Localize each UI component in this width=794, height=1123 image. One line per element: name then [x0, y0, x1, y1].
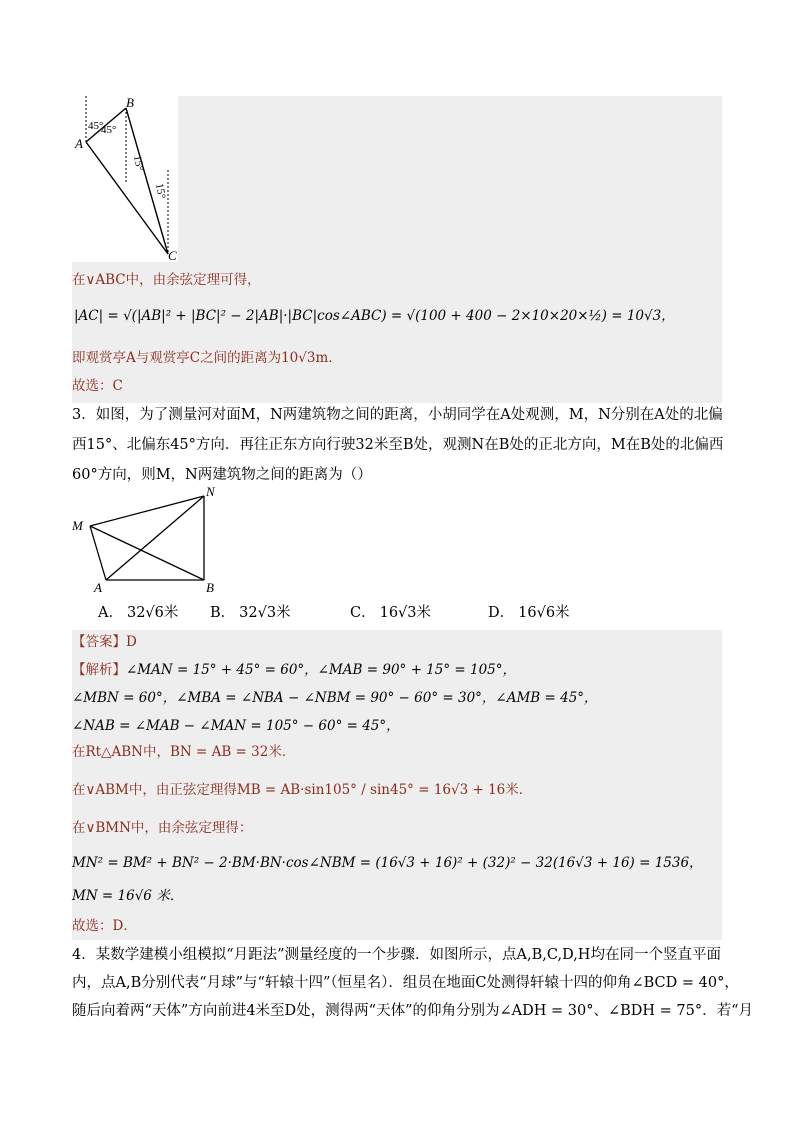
answer-value: D — [126, 634, 137, 650]
mnab-figure — [70, 484, 230, 600]
option-b[interactable]: B． 32√3米 — [210, 605, 291, 621]
label-n: N — [206, 484, 215, 499]
angle-45-a: 45° — [88, 120, 104, 132]
q3-stem-line2: 西15°、北偏东45°方向．再往正东方向行驶32米至B处，观测N在B处的正北方向，M在B处的北偏西 — [72, 437, 724, 453]
q4-stem-line2: 内，点A,B分别代表“月球”与“轩辕十四”（恒星名）．组员在地面C处测得轩辕十四的仰角∠BCD = 40°， — [72, 975, 739, 991]
q4-stem-line1: 4．某数学建模小组模拟“月距法”测量经度的一个步骤．如图所示，点A,B,C,D,H均在同一个竖直平面 — [72, 947, 721, 963]
analysis-line9: 故选：D． — [72, 918, 137, 934]
analysis-line3: ∠NAB = ∠MAB − ∠MAN = 105° − 60° = 45°， — [72, 718, 400, 734]
label-b: B — [126, 96, 134, 110]
label-a2: A — [94, 580, 102, 595]
label-a: A — [75, 136, 83, 151]
angle-15-b: 15° — [131, 154, 146, 172]
answer-tag: 【答案】 — [72, 634, 126, 650]
prev-solution-line3: 即观赏亭A与观赏亭C之间的距离为10√3m． — [72, 350, 342, 366]
answer-line — [72, 632, 137, 652]
label-b2: B — [206, 580, 214, 595]
label-c: C — [168, 248, 177, 263]
analysis-line5: 在∨ABM中，由正弦定理得MB = AB·sin105° / sin45° = 16√3 + 16米． — [72, 782, 533, 798]
analysis-line7: MN² = BM² + BN² − 2·BM·BN·cos∠NBM = (16√3 + 16)² + (32)² − 32(16√3 + 16) = 1536， — [72, 855, 703, 871]
triangle-abc-figure — [72, 96, 182, 264]
option-d[interactable]: D． 16√6米 — [488, 605, 570, 621]
angle-15-c: 15° — [153, 182, 168, 200]
q3-stem-line3: 60°方向，则M，N两建筑物之间的距离为（） — [72, 467, 372, 483]
q3-stem-line1: 3．如图，为了测量河对面M，N两建筑物之间的距离，小胡同学在A处观测，M，N分别在A处的北偏 — [72, 407, 723, 423]
prev-solution-formula: |AC| = √(|AB|² + |BC|² − 2|AB|·|BC|cos∠ABC) = √(100 + 400 − 2×10×20×½) = 10√3， — [74, 308, 675, 324]
option-c[interactable]: C． 16√3米 — [350, 605, 432, 621]
analysis-tag: 【解析】 — [72, 662, 126, 678]
analysis-line4: 在Rt△ABN中，BN = AB = 32米． — [72, 744, 296, 760]
option-a[interactable]: A． 32√6米 — [98, 605, 179, 621]
prev-solution-choice: 故选：C — [72, 378, 123, 394]
angle-45-b: 45° — [101, 124, 117, 136]
prev-solution-line1: 在∨ABC中，由余弦定理可得， — [72, 272, 261, 288]
q4-stem-line3: 随后向着两“天体”方向前进4米至D处，测得两“天体”的仰角分别为∠ADH = 30°、∠BDH = 75°．若“月 — [72, 1003, 754, 1019]
analysis-line8: MN = 16√6 米． — [72, 888, 184, 904]
analysis-line2: ∠MBN = 60°，∠MBA = ∠NBA − ∠NBM = 90° − 60° = 30°，∠AMB = 45°， — [72, 690, 598, 706]
label-m: M — [72, 518, 83, 533]
analysis-line1: 【解析】∠MAN = 15° + 45° = 60°，∠MAB = 90° + 15° = 105°， — [72, 662, 517, 678]
analysis-line6: 在∨BMN中，由余弦定理得： — [72, 820, 253, 836]
